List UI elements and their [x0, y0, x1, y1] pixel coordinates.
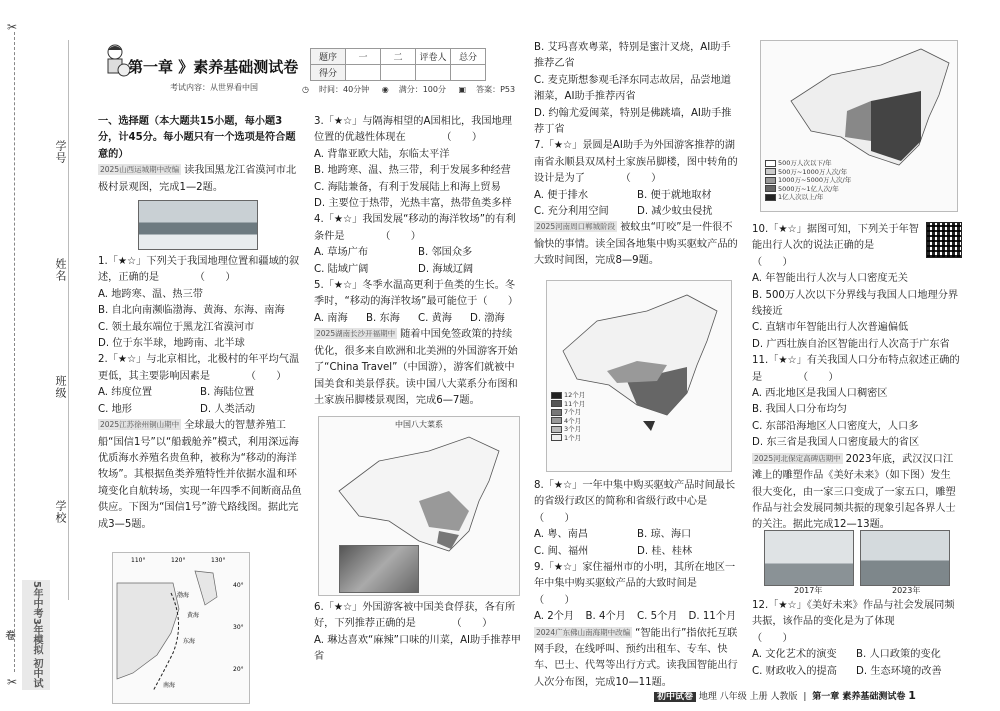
- score-input-cell[interactable]: [346, 65, 381, 81]
- legend-label: 3个月: [564, 425, 582, 433]
- student-id-label: 学号: [54, 140, 67, 164]
- mosquito-map: [546, 280, 732, 472]
- option[interactable]: B. 地跨寒、温、热三带，利于发展多种经营: [314, 165, 511, 177]
- option[interactable]: B. 人口政策的变化: [856, 649, 941, 661]
- question-10[interactable]: 10.「★☆」据图可知，下列关于年智能出行人次的说法正确的是 （ ）: [752, 224, 919, 268]
- option[interactable]: C. 闽、福州: [534, 545, 589, 557]
- option[interactable]: B. 海陆位置: [200, 387, 255, 399]
- margin-rule: [68, 40, 69, 600]
- latitude-tick: 20°: [233, 666, 244, 673]
- legend-label: 500万人次以下/年: [778, 159, 832, 167]
- sea-label: 南海: [163, 682, 176, 689]
- section-heading: 一、选择题（本大题共15小题，每小题3分，计45分。每小题只有一个选项是符合题意的）: [98, 116, 296, 160]
- option[interactable]: B. 我国人口分布均匀: [752, 404, 847, 416]
- option[interactable]: A. 背靠亚欧大陆，东临太平洋: [314, 148, 450, 160]
- clock-icon: ◷: [302, 85, 309, 94]
- sea-label: 渤海: [177, 592, 190, 599]
- option[interactable]: A. 南海: [314, 312, 348, 324]
- option[interactable]: A. 文化艺术的演变: [752, 649, 837, 661]
- option[interactable]: A. 便于排水: [534, 189, 589, 201]
- answer-icon: ▣: [458, 85, 467, 94]
- score-header-cell: 二: [381, 49, 416, 65]
- map-title: 中国八大菜系: [395, 420, 443, 429]
- column-2-bottom: [314, 600, 522, 666]
- intro-text: 全球最大的智慧养殖工船“国信1号”以“船载舱养”模式，利用深远海优质海水养殖名贵鱼种，被称为“移动的海洋牧场”。其根据鱼类养殖特性并依据水温和环境变化自航转场，实现一年四季不间断商品鱼供应。下图为“国信1号”游弋路线图。据此完成3—5题。: [98, 420, 302, 530]
- sculpture-2023-photo: [860, 530, 950, 586]
- legend-label: 1个月: [564, 433, 582, 442]
- option[interactable]: A. 年智能出行人次与人口密度无关: [752, 273, 908, 285]
- question-8[interactable]: 8.「★☆」一年中集中购买驱蚊产品时间最长的省级行政区的简称和省级行政中心是 （ ）: [534, 480, 748, 524]
- option[interactable]: A. 粤、南昌: [534, 529, 589, 541]
- sculpture-photos: [764, 530, 950, 594]
- source-tag: 2025江苏徐州铜山期中: [100, 420, 180, 430]
- source-tag: 2024广东佛山南海期中改编: [536, 627, 631, 637]
- option[interactable]: C. 陆域广阔: [314, 263, 369, 275]
- score-input-cell[interactable]: [381, 65, 416, 81]
- full-score: 满分：100分: [398, 85, 446, 94]
- option[interactable]: D. 位于东半球，地跨南、北半球: [98, 338, 245, 350]
- legend-label: 1亿人次以上/年: [778, 193, 824, 201]
- column-3: [534, 40, 740, 270]
- test-header: [98, 38, 516, 98]
- legend-label: 4个月: [564, 416, 582, 425]
- exam-meta: [302, 84, 525, 95]
- score-input-cell[interactable]: [416, 65, 451, 81]
- option[interactable]: D. 生态环境的改善: [856, 665, 942, 677]
- option[interactable]: C. 地形: [98, 403, 132, 415]
- option[interactable]: D. 减少蚊虫侵扰: [637, 206, 713, 218]
- column-2: [314, 114, 522, 409]
- score-icon: ◉: [381, 85, 389, 94]
- latitude-tick: 40°: [233, 582, 244, 589]
- option[interactable]: C. 海陆兼备，有利于发展陆上和海上贸易: [314, 181, 501, 193]
- beiji-village-photo: [138, 200, 258, 250]
- option[interactable]: B. 4个月: [585, 611, 626, 623]
- question-3[interactable]: 3.「★☆」与隔海相望的A国相比，我国地理位置的优越性体现在 （ ）: [314, 116, 512, 144]
- score-header-cell: 题序: [311, 49, 346, 65]
- score-header-cell: 评卷人: [416, 49, 451, 65]
- binding-margin: [0, 0, 92, 711]
- intro-text: 随着中国免签政策的持续优化，很多来自欧洲和北美洲的外国游客开始了“China Travel”（中国游），游客们就被中国美食和美景俘获。读中国八大菜系分布图和土家族吊脚楼景观图，完成6—7题。: [314, 329, 518, 406]
- time-limit: 时间：40分钟: [318, 85, 370, 94]
- longitude-tick: 120°: [171, 557, 186, 564]
- scissors-icon: ✂: [7, 20, 18, 34]
- option[interactable]: D. 东三省是我国人口密度最大的省区: [752, 437, 920, 449]
- option[interactable]: D. 人类活动: [200, 403, 256, 415]
- option[interactable]: D. 主要位于热带，光热丰富，热带鱼类多样: [314, 198, 512, 210]
- footer-info: 地理 八年级 上册 人教版: [698, 692, 798, 702]
- question-2[interactable]: 2.「★☆」与北京相比，北极村的年平均气温更低，其主要影响因素是 （ ）: [98, 354, 300, 382]
- column-3-bottom: [534, 478, 748, 691]
- option[interactable]: A. 西北地区是我国人口稠密区: [752, 388, 888, 400]
- class-label: 班级: [54, 375, 67, 399]
- option[interactable]: C. 黄海: [418, 312, 452, 324]
- intro-text: 2023年底，武汉汉口江滩上的雕塑作品《美好未来》（如下图）发生很大变化，由一家三口变成了一家五口，雕塑作品与社会发展同频共振的现象引起各界人士的关注。据此完成12—13题。: [752, 453, 956, 531]
- option[interactable]: B. 琼、海口: [637, 529, 692, 541]
- option[interactable]: D. 11个月: [688, 611, 737, 623]
- photo-caption: 2023年: [892, 586, 921, 595]
- intro-text: “智能出行”指依托互联网手段，在线呼叫、预约出租车、专车、快车、巴士、代驾等出行方式。读我国智能出行人次分布图，完成10—11题。: [534, 627, 738, 688]
- option[interactable]: C. 直辖市年智能出行人次普遍偏低: [752, 322, 909, 334]
- legend-label: 12个月: [564, 391, 586, 399]
- map-legend: [551, 391, 585, 442]
- column-4-bottom: [752, 598, 960, 680]
- option[interactable]: D. 广西壮族自治区智能出行人次高于广东省: [752, 338, 950, 350]
- question-9[interactable]: 9.「★☆」家住福州市的小明，其所在地区一年中集中购买驱蚊产品的大致时间是 （ ）: [534, 562, 736, 606]
- column-1: [98, 114, 302, 533]
- legend-label: 5000万~1亿人次/年: [778, 184, 839, 193]
- stilt-house-photo: [339, 545, 419, 593]
- option[interactable]: D. 约翰尤爱闽菜，特别是佛跳墙，AI助手推荐丁省: [534, 107, 732, 136]
- legend-label: 1000万~5000万人次/年: [778, 176, 852, 184]
- student-mascot-icon: [100, 42, 130, 82]
- option[interactable]: B. 邻国众多: [418, 247, 473, 259]
- question-5[interactable]: 5.「★☆」冬季水温高更利于鱼类的生长。冬季时，“移动的海洋牧场”最可能位于（ ）: [314, 280, 519, 308]
- cut-line: [14, 32, 15, 672]
- source-tag: 2025湖南长沙开福期中: [316, 329, 396, 339]
- option[interactable]: C. 东部沿海地区人口密度大，人口多: [752, 420, 919, 432]
- question-1[interactable]: 1.「★☆」下列关于我国地理位置和疆域的叙述，正确的是 （ ）: [98, 256, 300, 284]
- legend-label: 500万~1000万人次/年: [778, 167, 848, 176]
- option[interactable]: B. 便于就地取材: [637, 189, 712, 201]
- footer-chapter: 第一章 素养基础测试卷: [812, 692, 906, 702]
- exam-scope: 考试内容：从世界看中国: [170, 83, 258, 92]
- score-input-cell[interactable]: [451, 65, 486, 81]
- sea-label: 东海: [183, 638, 196, 645]
- question-12[interactable]: 12.「★☆」《美好未来》作品与社会发展同频共振，该作品的变化是为了体现 （ ）: [752, 600, 955, 644]
- option[interactable]: C. 财政收入的提高: [752, 665, 837, 677]
- cuisine-map: [318, 416, 520, 596]
- score-table: [310, 48, 486, 81]
- scissors-icon: ✂: [7, 675, 18, 689]
- option[interactable]: C. 充分利用空间: [534, 206, 609, 218]
- china-outline: [547, 281, 731, 471]
- latitude-tick: 30°: [233, 624, 244, 631]
- longitude-tick: 130°: [211, 557, 226, 564]
- option[interactable]: A. 2个月: [534, 611, 575, 623]
- route-map: [112, 552, 250, 704]
- legend-label: 7个月: [564, 408, 582, 416]
- question-6[interactable]: 6.「★☆」外国游客被中国美食俘获，各有所好，下列推荐正确的是 （ ）: [314, 602, 516, 630]
- option[interactable]: C. 领土最东端位于黑龙江省漠河市: [98, 321, 255, 333]
- longitude-tick: 110°: [131, 557, 146, 564]
- photo-caption: 2017年: [794, 586, 823, 595]
- option[interactable]: D. 海域辽阔: [418, 263, 474, 275]
- page-title: 第一章 》素养基础测试卷: [128, 58, 299, 76]
- option[interactable]: B. 500万人次以下分界线与我国人口地理分界线接近: [752, 289, 959, 318]
- intro-text: 被蚊虫“叮咬”是一件很不愉快的事情。读全国各地集中购买驱蚊产品的大致时间图，完成8—9题。: [534, 222, 738, 267]
- option[interactable]: A. 草场广布: [314, 247, 369, 259]
- brand-logo: 5年中考3年模拟 初中试卷: [22, 580, 50, 690]
- option[interactable]: A. 纬度位置: [98, 387, 153, 399]
- question-11[interactable]: 11.「★☆」有关我国人口分布特点叙述正确的是 （ ）: [752, 355, 960, 383]
- source-tag: 2025山西运城期中改编: [100, 165, 180, 175]
- page-number: 1: [908, 689, 916, 702]
- option[interactable]: C. 5个月: [637, 611, 678, 623]
- score-header-cell: 总分: [451, 49, 486, 65]
- source-tag: 2025河北保定高碑店期中: [754, 453, 841, 463]
- question-4[interactable]: 4.「★☆」我国发展“移动的海洋牧场”的有利条件是 （ ）: [314, 214, 516, 242]
- option[interactable]: B. 东海: [366, 312, 400, 324]
- option[interactable]: B. 艾玛喜欢粤菜，特别是蜜汁叉烧，AI助手推荐乙省: [534, 42, 731, 70]
- option[interactable]: A. 地跨寒、温、热三带: [98, 288, 203, 300]
- school-label: 学校: [54, 500, 67, 524]
- intro-text: 读我国黑龙江省漠河市北极村景观图，完成1—2题。: [98, 165, 297, 193]
- answer-page: 答案：P53: [476, 85, 516, 94]
- option[interactable]: A. 琳达喜欢“麻辣”口味的川菜，AI助手推荐甲省: [314, 634, 521, 663]
- smart-travel-map: [760, 40, 958, 212]
- option[interactable]: D. 渤海: [470, 312, 505, 324]
- option[interactable]: C. 麦克斯想参观毛泽东同志故居，品尝地道湘菜，AI助手推荐丙省: [534, 74, 731, 103]
- option[interactable]: D. 桂、桂林: [637, 545, 693, 557]
- score-label-cell: 得分: [311, 65, 346, 81]
- map-legend: [765, 159, 851, 202]
- sea-label: 黄海: [187, 612, 200, 619]
- sculpture-2017-photo: [764, 530, 854, 586]
- option[interactable]: B. 自北向南濒临渤海、黄海、东海、南海: [98, 305, 285, 317]
- name-label: 姓名: [54, 258, 67, 282]
- legend-label: 11个月: [564, 399, 586, 408]
- footer-tag: 初中试卷: [654, 692, 696, 702]
- column-4: [752, 222, 960, 534]
- page-footer: 初中试卷 地理 八年级 上册 人教版 | 第一章 素养基础测试卷 1: [654, 689, 916, 702]
- source-tag: 2025河南周口郸城阶段: [536, 222, 616, 232]
- question-7[interactable]: 7.「★☆」景圆是AI助手为外国游客推荐的湖南省永顺县双凤村土家族吊脚楼，图中转角的设计是为了 （ ）: [534, 140, 738, 185]
- score-header-cell: 一: [346, 49, 381, 65]
